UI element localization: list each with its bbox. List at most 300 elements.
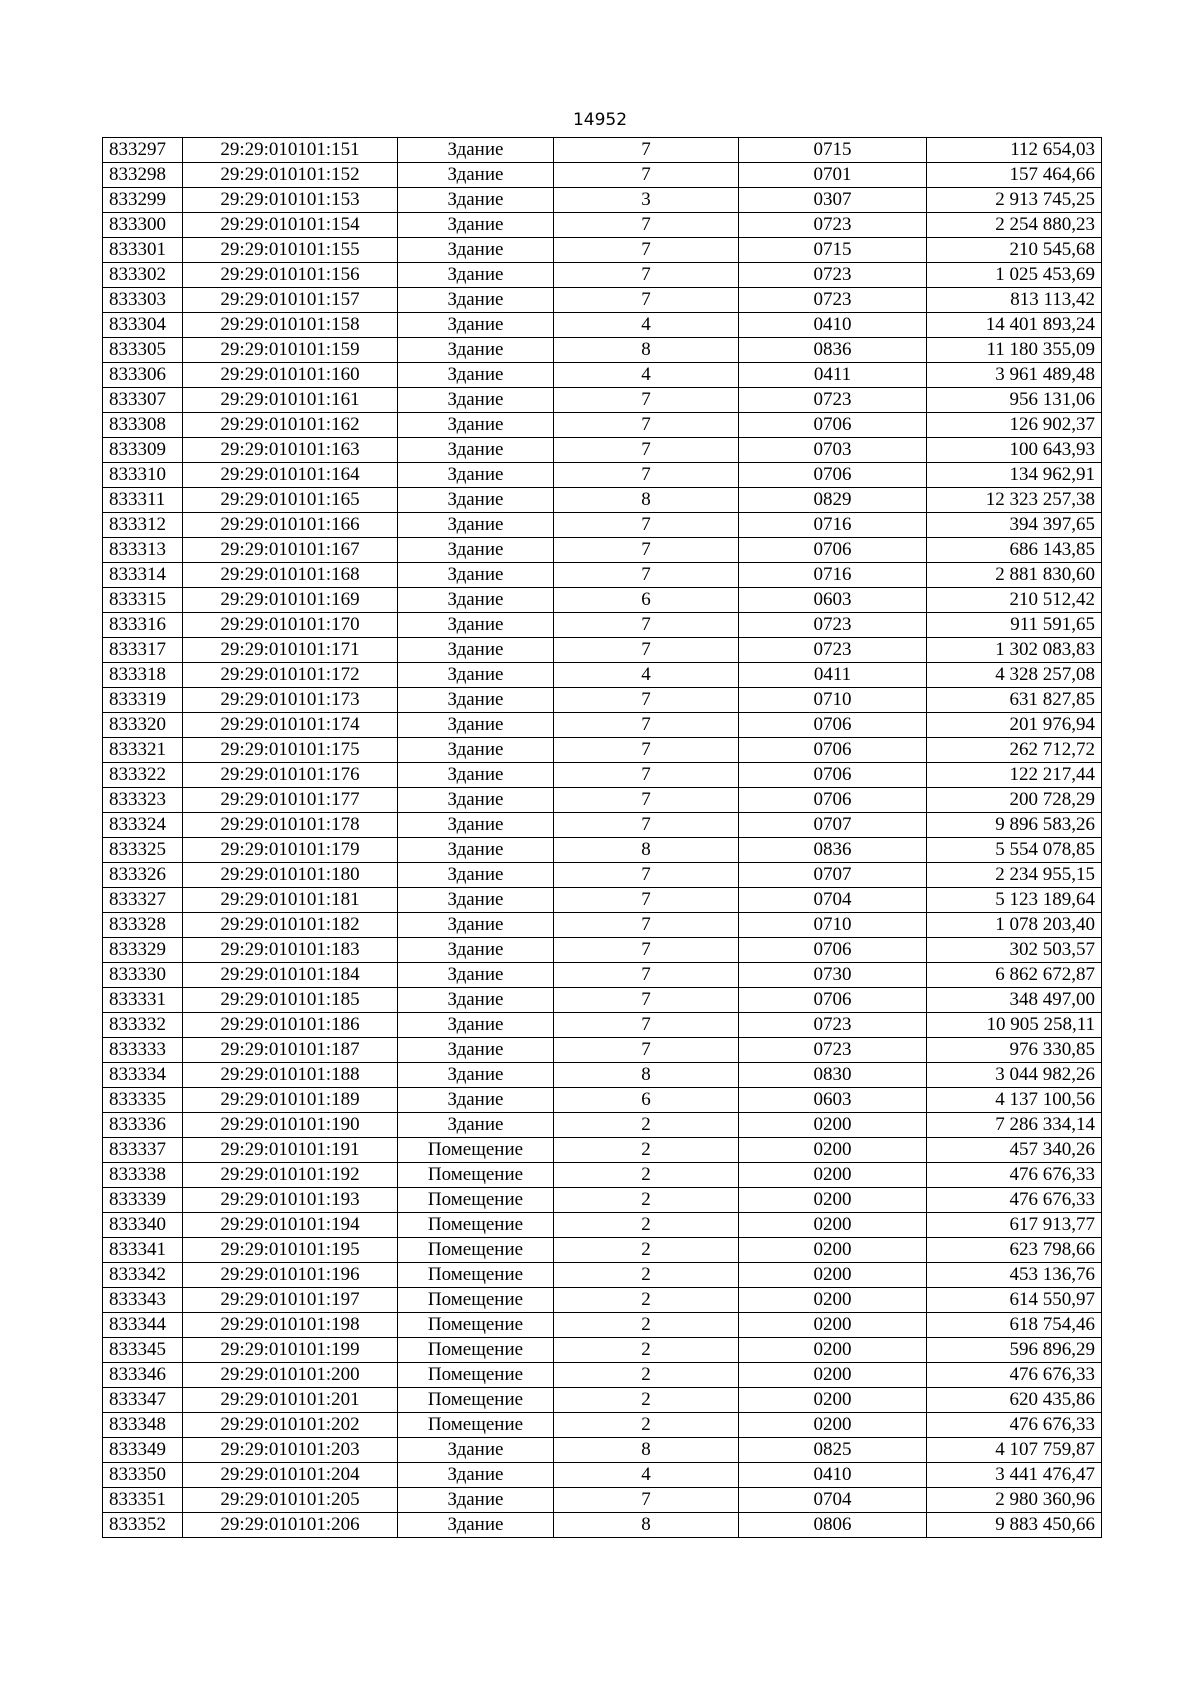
row-number-cell: 833326 bbox=[103, 863, 183, 888]
cadastral-number-cell: 29:29:010101:166 bbox=[183, 513, 398, 538]
object-type-cell: Помещение bbox=[398, 1263, 554, 1288]
group-code-cell: 7 bbox=[554, 888, 739, 913]
subgroup-code-cell: 0200 bbox=[739, 1313, 927, 1338]
subgroup-code-cell: 0200 bbox=[739, 1363, 927, 1388]
cadastral-number-cell: 29:29:010101:169 bbox=[183, 588, 398, 613]
page-number: 14952 bbox=[572, 110, 628, 130]
table-row bbox=[103, 263, 1102, 288]
cadastral-number-cell: 29:29:010101:189 bbox=[183, 1088, 398, 1113]
cadastral-number-cell: 29:29:010101:158 bbox=[183, 313, 398, 338]
row-number-cell: 833306 bbox=[103, 363, 183, 388]
table-row bbox=[103, 938, 1102, 963]
object-type-cell: Здание bbox=[398, 138, 554, 163]
cadastral-number-cell: 29:29:010101:164 bbox=[183, 463, 398, 488]
cadastral-value-cell: 5 123 189,64 bbox=[927, 888, 1102, 913]
group-code-cell: 4 bbox=[554, 663, 739, 688]
row-number-cell: 833332 bbox=[103, 1013, 183, 1038]
table-row bbox=[103, 238, 1102, 263]
row-number-cell: 833346 bbox=[103, 1363, 183, 1388]
cadastral-number-cell: 29:29:010101:190 bbox=[183, 1113, 398, 1138]
object-type-cell: Здание bbox=[398, 188, 554, 213]
object-type-cell: Здание bbox=[398, 788, 554, 813]
group-code-cell: 7 bbox=[554, 763, 739, 788]
group-code-cell: 8 bbox=[554, 1438, 739, 1463]
cadastral-number-cell: 29:29:010101:195 bbox=[183, 1238, 398, 1263]
object-type-cell: Здание bbox=[398, 338, 554, 363]
cadastral-number-cell: 29:29:010101:181 bbox=[183, 888, 398, 913]
cadastral-number-cell: 29:29:010101:168 bbox=[183, 563, 398, 588]
row-number-cell: 833325 bbox=[103, 838, 183, 863]
cadastral-number-cell: 29:29:010101:170 bbox=[183, 613, 398, 638]
table-row bbox=[103, 588, 1102, 613]
subgroup-code-cell: 0706 bbox=[739, 938, 927, 963]
row-number-cell: 833336 bbox=[103, 1113, 183, 1138]
table-row bbox=[103, 1038, 1102, 1063]
table-row bbox=[103, 913, 1102, 938]
object-type-cell: Помещение bbox=[398, 1363, 554, 1388]
group-code-cell: 2 bbox=[554, 1263, 739, 1288]
subgroup-code-cell: 0411 bbox=[739, 663, 927, 688]
cadastral-number-cell: 29:29:010101:156 bbox=[183, 263, 398, 288]
subgroup-code-cell: 0200 bbox=[739, 1338, 927, 1363]
object-type-cell: Здание bbox=[398, 438, 554, 463]
group-code-cell: 7 bbox=[554, 388, 739, 413]
cadastral-value-cell: 6 862 672,87 bbox=[927, 963, 1102, 988]
subgroup-code-cell: 0200 bbox=[739, 1213, 927, 1238]
cadastral-number-cell: 29:29:010101:171 bbox=[183, 638, 398, 663]
object-type-cell: Помещение bbox=[398, 1288, 554, 1313]
subgroup-code-cell: 0710 bbox=[739, 688, 927, 713]
group-code-cell: 7 bbox=[554, 938, 739, 963]
row-number-cell: 833313 bbox=[103, 538, 183, 563]
group-code-cell: 7 bbox=[554, 713, 739, 738]
subgroup-code-cell: 0730 bbox=[739, 963, 927, 988]
group-code-cell: 7 bbox=[554, 913, 739, 938]
subgroup-code-cell: 0723 bbox=[739, 213, 927, 238]
table-row bbox=[103, 1063, 1102, 1088]
subgroup-code-cell: 0825 bbox=[739, 1438, 927, 1463]
cadastral-value-cell: 210 545,68 bbox=[927, 238, 1102, 263]
cadastral-number-cell: 29:29:010101:157 bbox=[183, 288, 398, 313]
object-type-cell: Помещение bbox=[398, 1313, 554, 1338]
object-type-cell: Здание bbox=[398, 888, 554, 913]
table-row bbox=[103, 713, 1102, 738]
group-code-cell: 2 bbox=[554, 1163, 739, 1188]
cadastral-number-cell: 29:29:010101:167 bbox=[183, 538, 398, 563]
table-row bbox=[103, 363, 1102, 388]
cadastral-number-cell: 29:29:010101:172 bbox=[183, 663, 398, 688]
cadastral-value-cell: 394 397,65 bbox=[927, 513, 1102, 538]
cadastral-value-cell: 9 883 450,66 bbox=[927, 1513, 1102, 1538]
cadastral-value-cell: 14 401 893,24 bbox=[927, 313, 1102, 338]
cadastral-value-cell: 7 286 334,14 bbox=[927, 1113, 1102, 1138]
row-number-cell: 833321 bbox=[103, 738, 183, 763]
table-row bbox=[103, 1188, 1102, 1213]
row-number-cell: 833322 bbox=[103, 763, 183, 788]
group-code-cell: 7 bbox=[554, 738, 739, 763]
cadastral-value-cell: 976 330,85 bbox=[927, 1038, 1102, 1063]
subgroup-code-cell: 0707 bbox=[739, 813, 927, 838]
cadastral-number-cell: 29:29:010101:177 bbox=[183, 788, 398, 813]
subgroup-code-cell: 0200 bbox=[739, 1113, 927, 1138]
object-type-cell: Здание bbox=[398, 1063, 554, 1088]
subgroup-code-cell: 0200 bbox=[739, 1138, 927, 1163]
cadastral-number-cell: 29:29:010101:198 bbox=[183, 1313, 398, 1338]
table-row bbox=[103, 888, 1102, 913]
cadastral-number-cell: 29:29:010101:182 bbox=[183, 913, 398, 938]
subgroup-code-cell: 0715 bbox=[739, 138, 927, 163]
cadastral-value-cell: 956 131,06 bbox=[927, 388, 1102, 413]
table-row bbox=[103, 513, 1102, 538]
cadastral-value-cell: 686 143,85 bbox=[927, 538, 1102, 563]
row-number-cell: 833328 bbox=[103, 913, 183, 938]
object-type-cell: Здание bbox=[398, 688, 554, 713]
cadastral-value-cell: 476 676,33 bbox=[927, 1413, 1102, 1438]
row-number-cell: 833327 bbox=[103, 888, 183, 913]
subgroup-code-cell: 0706 bbox=[739, 788, 927, 813]
subgroup-code-cell: 0706 bbox=[739, 763, 927, 788]
table-row bbox=[103, 1088, 1102, 1113]
object-type-cell: Помещение bbox=[398, 1338, 554, 1363]
cadastral-value-cell: 210 512,42 bbox=[927, 588, 1102, 613]
cadastral-value-cell: 4 107 759,87 bbox=[927, 1438, 1102, 1463]
subgroup-code-cell: 0200 bbox=[739, 1288, 927, 1313]
group-code-cell: 7 bbox=[554, 138, 739, 163]
group-code-cell: 7 bbox=[554, 163, 739, 188]
subgroup-code-cell: 0307 bbox=[739, 188, 927, 213]
group-code-cell: 2 bbox=[554, 1338, 739, 1363]
group-code-cell: 7 bbox=[554, 413, 739, 438]
table-row bbox=[103, 463, 1102, 488]
table-row bbox=[103, 1263, 1102, 1288]
group-code-cell: 7 bbox=[554, 213, 739, 238]
subgroup-code-cell: 0806 bbox=[739, 1513, 927, 1538]
object-type-cell: Помещение bbox=[398, 1138, 554, 1163]
table-row bbox=[103, 988, 1102, 1013]
group-code-cell: 8 bbox=[554, 1063, 739, 1088]
cadastral-value-cell: 453 136,76 bbox=[927, 1263, 1102, 1288]
object-type-cell: Здание bbox=[398, 288, 554, 313]
row-number-cell: 833344 bbox=[103, 1313, 183, 1338]
cadastral-value-cell: 100 643,93 bbox=[927, 438, 1102, 463]
subgroup-code-cell: 0710 bbox=[739, 913, 927, 938]
row-number-cell: 833334 bbox=[103, 1063, 183, 1088]
object-type-cell: Здание bbox=[398, 1013, 554, 1038]
object-type-cell: Здание bbox=[398, 488, 554, 513]
table-row bbox=[103, 1488, 1102, 1513]
subgroup-code-cell: 0200 bbox=[739, 1163, 927, 1188]
object-type-cell: Здание bbox=[398, 1038, 554, 1063]
object-type-cell: Здание bbox=[398, 313, 554, 338]
subgroup-code-cell: 0830 bbox=[739, 1063, 927, 1088]
object-type-cell: Здание bbox=[398, 1438, 554, 1463]
row-number-cell: 833320 bbox=[103, 713, 183, 738]
cadastral-number-cell: 29:29:010101:192 bbox=[183, 1163, 398, 1188]
object-type-cell: Помещение bbox=[398, 1188, 554, 1213]
table-row bbox=[103, 738, 1102, 763]
row-number-cell: 833348 bbox=[103, 1413, 183, 1438]
table-row bbox=[103, 288, 1102, 313]
table-row bbox=[103, 438, 1102, 463]
subgroup-code-cell: 0723 bbox=[739, 388, 927, 413]
row-number-cell: 833349 bbox=[103, 1438, 183, 1463]
row-number-cell: 833305 bbox=[103, 338, 183, 363]
group-code-cell: 8 bbox=[554, 838, 739, 863]
group-code-cell: 7 bbox=[554, 513, 739, 538]
table-row bbox=[103, 1213, 1102, 1238]
row-number-cell: 833302 bbox=[103, 263, 183, 288]
object-type-cell: Здание bbox=[398, 1088, 554, 1113]
object-type-cell: Помещение bbox=[398, 1413, 554, 1438]
group-code-cell: 7 bbox=[554, 1013, 739, 1038]
row-number-cell: 833340 bbox=[103, 1213, 183, 1238]
cadastral-number-cell: 29:29:010101:151 bbox=[183, 138, 398, 163]
registry-table bbox=[102, 137, 1102, 1538]
cadastral-number-cell: 29:29:010101:194 bbox=[183, 1213, 398, 1238]
cadastral-value-cell: 476 676,33 bbox=[927, 1363, 1102, 1388]
cadastral-value-cell: 12 323 257,38 bbox=[927, 488, 1102, 513]
cadastral-number-cell: 29:29:010101:152 bbox=[183, 163, 398, 188]
cadastral-value-cell: 457 340,26 bbox=[927, 1138, 1102, 1163]
row-number-cell: 833333 bbox=[103, 1038, 183, 1063]
object-type-cell: Здание bbox=[398, 613, 554, 638]
row-number-cell: 833337 bbox=[103, 1138, 183, 1163]
row-number-cell: 833318 bbox=[103, 663, 183, 688]
cadastral-value-cell: 1 025 453,69 bbox=[927, 263, 1102, 288]
object-type-cell: Здание bbox=[398, 663, 554, 688]
table-row bbox=[103, 488, 1102, 513]
group-code-cell: 2 bbox=[554, 1313, 739, 1338]
row-number-cell: 833352 bbox=[103, 1513, 183, 1538]
row-number-cell: 833341 bbox=[103, 1238, 183, 1263]
group-code-cell: 3 bbox=[554, 188, 739, 213]
object-type-cell: Здание bbox=[398, 463, 554, 488]
table-row bbox=[103, 413, 1102, 438]
cadastral-number-cell: 29:29:010101:163 bbox=[183, 438, 398, 463]
group-code-cell: 7 bbox=[554, 263, 739, 288]
cadastral-value-cell: 126 902,37 bbox=[927, 413, 1102, 438]
subgroup-code-cell: 0200 bbox=[739, 1238, 927, 1263]
subgroup-code-cell: 0703 bbox=[739, 438, 927, 463]
table-row bbox=[103, 1438, 1102, 1463]
cadastral-number-cell: 29:29:010101:176 bbox=[183, 763, 398, 788]
cadastral-value-cell: 620 435,86 bbox=[927, 1388, 1102, 1413]
table-row bbox=[103, 1163, 1102, 1188]
group-code-cell: 7 bbox=[554, 788, 739, 813]
subgroup-code-cell: 0723 bbox=[739, 613, 927, 638]
row-number-cell: 833342 bbox=[103, 1263, 183, 1288]
subgroup-code-cell: 0706 bbox=[739, 413, 927, 438]
cadastral-value-cell: 476 676,33 bbox=[927, 1163, 1102, 1188]
cadastral-value-cell: 476 676,33 bbox=[927, 1188, 1102, 1213]
group-code-cell: 2 bbox=[554, 1213, 739, 1238]
cadastral-value-cell: 9 896 583,26 bbox=[927, 813, 1102, 838]
cadastral-number-cell: 29:29:010101:197 bbox=[183, 1288, 398, 1313]
row-number-cell: 833335 bbox=[103, 1088, 183, 1113]
row-number-cell: 833310 bbox=[103, 463, 183, 488]
group-code-cell: 2 bbox=[554, 1388, 739, 1413]
row-number-cell: 833308 bbox=[103, 413, 183, 438]
group-code-cell: 7 bbox=[554, 613, 739, 638]
cadastral-number-cell: 29:29:010101:202 bbox=[183, 1413, 398, 1438]
group-code-cell: 8 bbox=[554, 1513, 739, 1538]
cadastral-number-cell: 29:29:010101:173 bbox=[183, 688, 398, 713]
object-type-cell: Здание bbox=[398, 1463, 554, 1488]
subgroup-code-cell: 0723 bbox=[739, 1013, 927, 1038]
group-code-cell: 7 bbox=[554, 563, 739, 588]
cadastral-value-cell: 157 464,66 bbox=[927, 163, 1102, 188]
row-number-cell: 833350 bbox=[103, 1463, 183, 1488]
object-type-cell: Здание bbox=[398, 863, 554, 888]
cadastral-value-cell: 618 754,46 bbox=[927, 1313, 1102, 1338]
table-row bbox=[103, 1463, 1102, 1488]
group-code-cell: 4 bbox=[554, 1463, 739, 1488]
cadastral-value-cell: 1 078 203,40 bbox=[927, 913, 1102, 938]
row-number-cell: 833312 bbox=[103, 513, 183, 538]
subgroup-code-cell: 0410 bbox=[739, 313, 927, 338]
cadastral-value-cell: 2 254 880,23 bbox=[927, 213, 1102, 238]
table-row bbox=[103, 188, 1102, 213]
subgroup-code-cell: 0706 bbox=[739, 538, 927, 563]
cadastral-number-cell: 29:29:010101:200 bbox=[183, 1363, 398, 1388]
cadastral-value-cell: 911 591,65 bbox=[927, 613, 1102, 638]
cadastral-number-cell: 29:29:010101:183 bbox=[183, 938, 398, 963]
subgroup-code-cell: 0200 bbox=[739, 1388, 927, 1413]
table-row bbox=[103, 313, 1102, 338]
group-code-cell: 8 bbox=[554, 338, 739, 363]
cadastral-number-cell: 29:29:010101:203 bbox=[183, 1438, 398, 1463]
cadastral-value-cell: 596 896,29 bbox=[927, 1338, 1102, 1363]
row-number-cell: 833323 bbox=[103, 788, 183, 813]
object-type-cell: Здание bbox=[398, 163, 554, 188]
row-number-cell: 833314 bbox=[103, 563, 183, 588]
cadastral-value-cell: 5 554 078,85 bbox=[927, 838, 1102, 863]
object-type-cell: Здание bbox=[398, 763, 554, 788]
group-code-cell: 7 bbox=[554, 288, 739, 313]
cadastral-value-cell: 2 913 745,25 bbox=[927, 188, 1102, 213]
table-row bbox=[103, 1313, 1102, 1338]
group-code-cell: 7 bbox=[554, 863, 739, 888]
table-row bbox=[103, 688, 1102, 713]
cadastral-value-cell: 348 497,00 bbox=[927, 988, 1102, 1013]
subgroup-code-cell: 0723 bbox=[739, 638, 927, 663]
table-row bbox=[103, 338, 1102, 363]
subgroup-code-cell: 0200 bbox=[739, 1263, 927, 1288]
object-type-cell: Помещение bbox=[398, 1388, 554, 1413]
object-type-cell: Здание bbox=[398, 563, 554, 588]
row-number-cell: 833330 bbox=[103, 963, 183, 988]
group-code-cell: 8 bbox=[554, 488, 739, 513]
cadastral-value-cell: 2 881 830,60 bbox=[927, 563, 1102, 588]
cadastral-value-cell: 3 961 489,48 bbox=[927, 363, 1102, 388]
object-type-cell: Здание bbox=[398, 963, 554, 988]
object-type-cell: Здание bbox=[398, 838, 554, 863]
group-code-cell: 4 bbox=[554, 363, 739, 388]
table-row bbox=[103, 388, 1102, 413]
group-code-cell: 7 bbox=[554, 538, 739, 563]
subgroup-code-cell: 0716 bbox=[739, 513, 927, 538]
subgroup-code-cell: 0706 bbox=[739, 738, 927, 763]
cadastral-number-cell: 29:29:010101:161 bbox=[183, 388, 398, 413]
group-code-cell: 7 bbox=[554, 988, 739, 1013]
table-row bbox=[103, 1238, 1102, 1263]
group-code-cell: 2 bbox=[554, 1363, 739, 1388]
cadastral-number-cell: 29:29:010101:191 bbox=[183, 1138, 398, 1163]
group-code-cell: 7 bbox=[554, 238, 739, 263]
cadastral-value-cell: 200 728,29 bbox=[927, 788, 1102, 813]
table-row bbox=[103, 563, 1102, 588]
table-row bbox=[103, 213, 1102, 238]
row-number-cell: 833331 bbox=[103, 988, 183, 1013]
object-type-cell: Здание bbox=[398, 713, 554, 738]
table-row bbox=[103, 1363, 1102, 1388]
group-code-cell: 4 bbox=[554, 313, 739, 338]
table-row bbox=[103, 613, 1102, 638]
cadastral-number-cell: 29:29:010101:165 bbox=[183, 488, 398, 513]
cadastral-number-cell: 29:29:010101:155 bbox=[183, 238, 398, 263]
subgroup-code-cell: 0603 bbox=[739, 588, 927, 613]
subgroup-code-cell: 0701 bbox=[739, 163, 927, 188]
cadastral-number-cell: 29:29:010101:186 bbox=[183, 1013, 398, 1038]
cadastral-value-cell: 1 302 083,83 bbox=[927, 638, 1102, 663]
table-row bbox=[103, 1113, 1102, 1138]
subgroup-code-cell: 0706 bbox=[739, 988, 927, 1013]
cadastral-number-cell: 29:29:010101:174 bbox=[183, 713, 398, 738]
cadastral-value-cell: 4 328 257,08 bbox=[927, 663, 1102, 688]
subgroup-code-cell: 0704 bbox=[739, 1488, 927, 1513]
row-number-cell: 833303 bbox=[103, 288, 183, 313]
row-number-cell: 833339 bbox=[103, 1188, 183, 1213]
cadastral-number-cell: 29:29:010101:199 bbox=[183, 1338, 398, 1363]
cadastral-value-cell: 302 503,57 bbox=[927, 938, 1102, 963]
object-type-cell: Здание bbox=[398, 938, 554, 963]
row-number-cell: 833300 bbox=[103, 213, 183, 238]
table-row bbox=[103, 1388, 1102, 1413]
group-code-cell: 2 bbox=[554, 1413, 739, 1438]
row-number-cell: 833347 bbox=[103, 1388, 183, 1413]
subgroup-code-cell: 0715 bbox=[739, 238, 927, 263]
object-type-cell: Здание bbox=[398, 263, 554, 288]
object-type-cell: Здание bbox=[398, 988, 554, 1013]
table-row bbox=[103, 1513, 1102, 1538]
object-type-cell: Здание bbox=[398, 1113, 554, 1138]
table-row bbox=[103, 763, 1102, 788]
subgroup-code-cell: 0603 bbox=[739, 1088, 927, 1113]
group-code-cell: 7 bbox=[554, 638, 739, 663]
group-code-cell: 7 bbox=[554, 463, 739, 488]
object-type-cell: Здание bbox=[398, 538, 554, 563]
table-row bbox=[103, 788, 1102, 813]
subgroup-code-cell: 0411 bbox=[739, 363, 927, 388]
row-number-cell: 833329 bbox=[103, 938, 183, 963]
object-type-cell: Здание bbox=[398, 913, 554, 938]
cadastral-number-cell: 29:29:010101:178 bbox=[183, 813, 398, 838]
subgroup-code-cell: 0704 bbox=[739, 888, 927, 913]
cadastral-number-cell: 29:29:010101:160 bbox=[183, 363, 398, 388]
row-number-cell: 833301 bbox=[103, 238, 183, 263]
table-row bbox=[103, 863, 1102, 888]
table-row bbox=[103, 163, 1102, 188]
row-number-cell: 833311 bbox=[103, 488, 183, 513]
row-number-cell: 833307 bbox=[103, 388, 183, 413]
cadastral-value-cell: 2 234 955,15 bbox=[927, 863, 1102, 888]
cadastral-number-cell: 29:29:010101:184 bbox=[183, 963, 398, 988]
table-row bbox=[103, 838, 1102, 863]
cadastral-number-cell: 29:29:010101:180 bbox=[183, 863, 398, 888]
cadastral-value-cell: 3 441 476,47 bbox=[927, 1463, 1102, 1488]
row-number-cell: 833343 bbox=[103, 1288, 183, 1313]
cadastral-number-cell: 29:29:010101:185 bbox=[183, 988, 398, 1013]
